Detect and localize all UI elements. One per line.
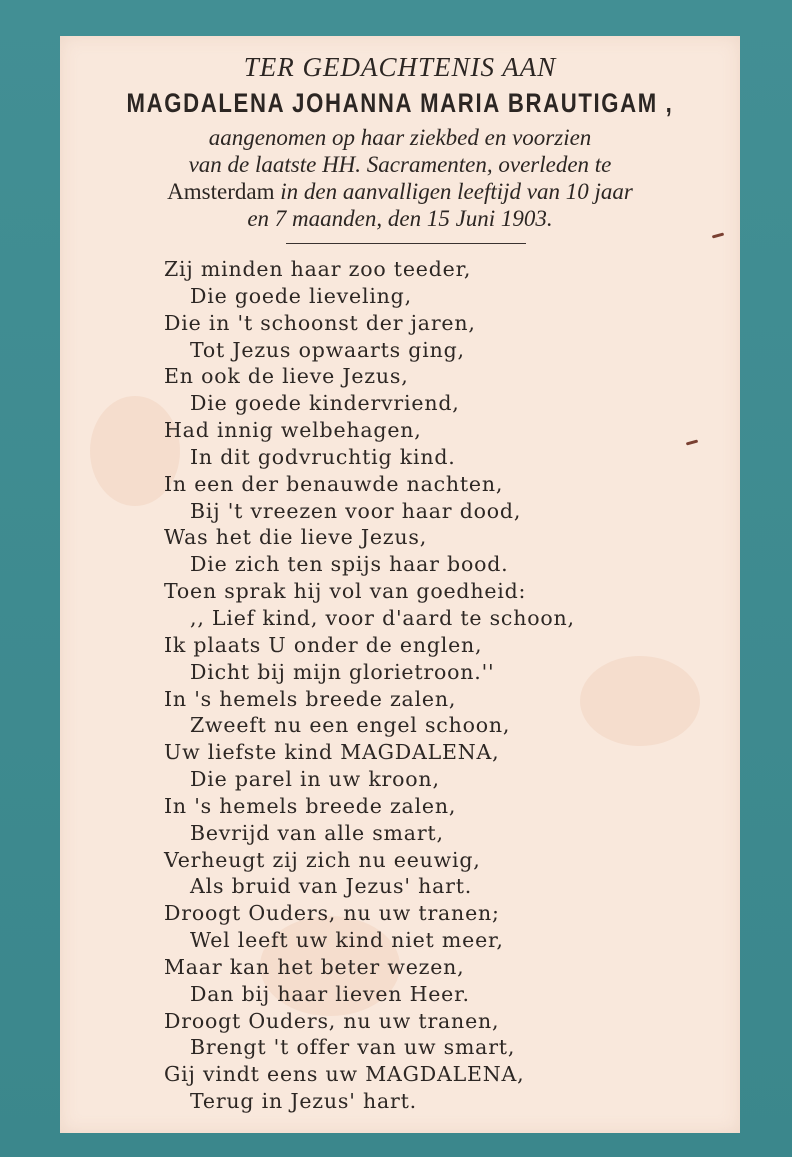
poem-line: Dicht bij mijn glorietroon.''	[190, 659, 495, 684]
subtitle-line-2: van de laatste HH. Sacramenten, overleden te	[188, 152, 612, 177]
poem-line: Droogt Ouders, nu uw tranen,	[164, 1008, 500, 1033]
poem-line: Zweeft nu een engel schoon,	[190, 713, 511, 738]
card-header	[60, 50, 740, 232]
poem-line: Tot Jezus opwaarts ging,	[190, 337, 465, 362]
memorial-poem	[164, 256, 575, 1115]
poem-line: In 's hemels breede zalen,	[164, 686, 457, 711]
poem-line: Als bruid van Jezus' hart.	[190, 874, 473, 899]
poem-line: Die zich ten spijs haar bood.	[190, 552, 509, 577]
subtitle-line-1: aangenomen op haar ziekbed en voorzien	[208, 125, 592, 150]
subtitle-line-3: in den aanvalligen leeftijd van 10 jaar	[274, 179, 633, 204]
ink-speck	[712, 232, 724, 238]
poem-line: Brengt 't offer van uw smart,	[190, 1035, 516, 1060]
memorial-subtitle	[60, 124, 740, 232]
poem-line: Bij 't vreezen voor haar dood,	[190, 498, 522, 523]
poem-line: Zij minden haar zoo teeder,	[164, 257, 472, 281]
poem-line: Was het die lieve Jezus,	[164, 525, 428, 550]
deceased-name: MAGDALENA JOHANNA MARIA BRAUTIGAM ,	[126, 88, 674, 118]
poem-line: Toen sprak hij vol van goedheid:	[164, 579, 527, 604]
poem-line: ,, Lief kind, voor d'aard te schoon,	[190, 605, 575, 630]
poem-line: Maar kan het beter wezen,	[164, 954, 465, 979]
subtitle-place: Amsterdam	[167, 179, 275, 204]
poem-line: In dit godvruchtig kind.	[190, 444, 456, 469]
poem-line: Wel leeft uw kind niet meer,	[190, 928, 504, 953]
poem-line: Die goede kindervriend,	[190, 391, 460, 416]
ink-speck	[686, 439, 698, 445]
poem-line: Die in 't schoonst der jaren,	[164, 310, 476, 335]
poem-line: Ik plaats U onder de englen,	[164, 632, 483, 657]
poem-line: Die parel in uw kroon,	[190, 767, 440, 792]
poem-line: In 's hemels breede zalen,	[164, 793, 457, 818]
poem-line: Terug in Jezus' hart.	[190, 1089, 417, 1114]
poem-line: Uw liefste kind MAGDALENA,	[164, 740, 500, 765]
divider-rule	[286, 243, 526, 244]
poem-line: Dan bij haar lieven Heer.	[190, 981, 470, 1006]
poem-line: Bevrijd van alle smart,	[190, 820, 444, 845]
poem-line: En ook de lieve Jezus,	[164, 364, 409, 389]
poem-line: Verheugt zij zich nu eeuwig,	[164, 847, 481, 872]
memorial-title: TER GEDACHTENIS AAN	[243, 52, 557, 82]
poem-line: Gij vindt eens uw MAGDALENA,	[164, 1062, 525, 1087]
memorial-card	[60, 36, 740, 1133]
paper-stain	[580, 656, 700, 746]
subtitle-line-4: en 7 maanden, den 15 Juni 1903.	[247, 206, 553, 231]
poem-line: Droogt Ouders, nu uw tranen;	[164, 901, 500, 926]
poem-line: In een der benauwde nachten,	[164, 471, 504, 496]
poem-line: Had innig welbehagen,	[164, 418, 422, 443]
poem-line: Die goede lieveling,	[190, 283, 412, 308]
